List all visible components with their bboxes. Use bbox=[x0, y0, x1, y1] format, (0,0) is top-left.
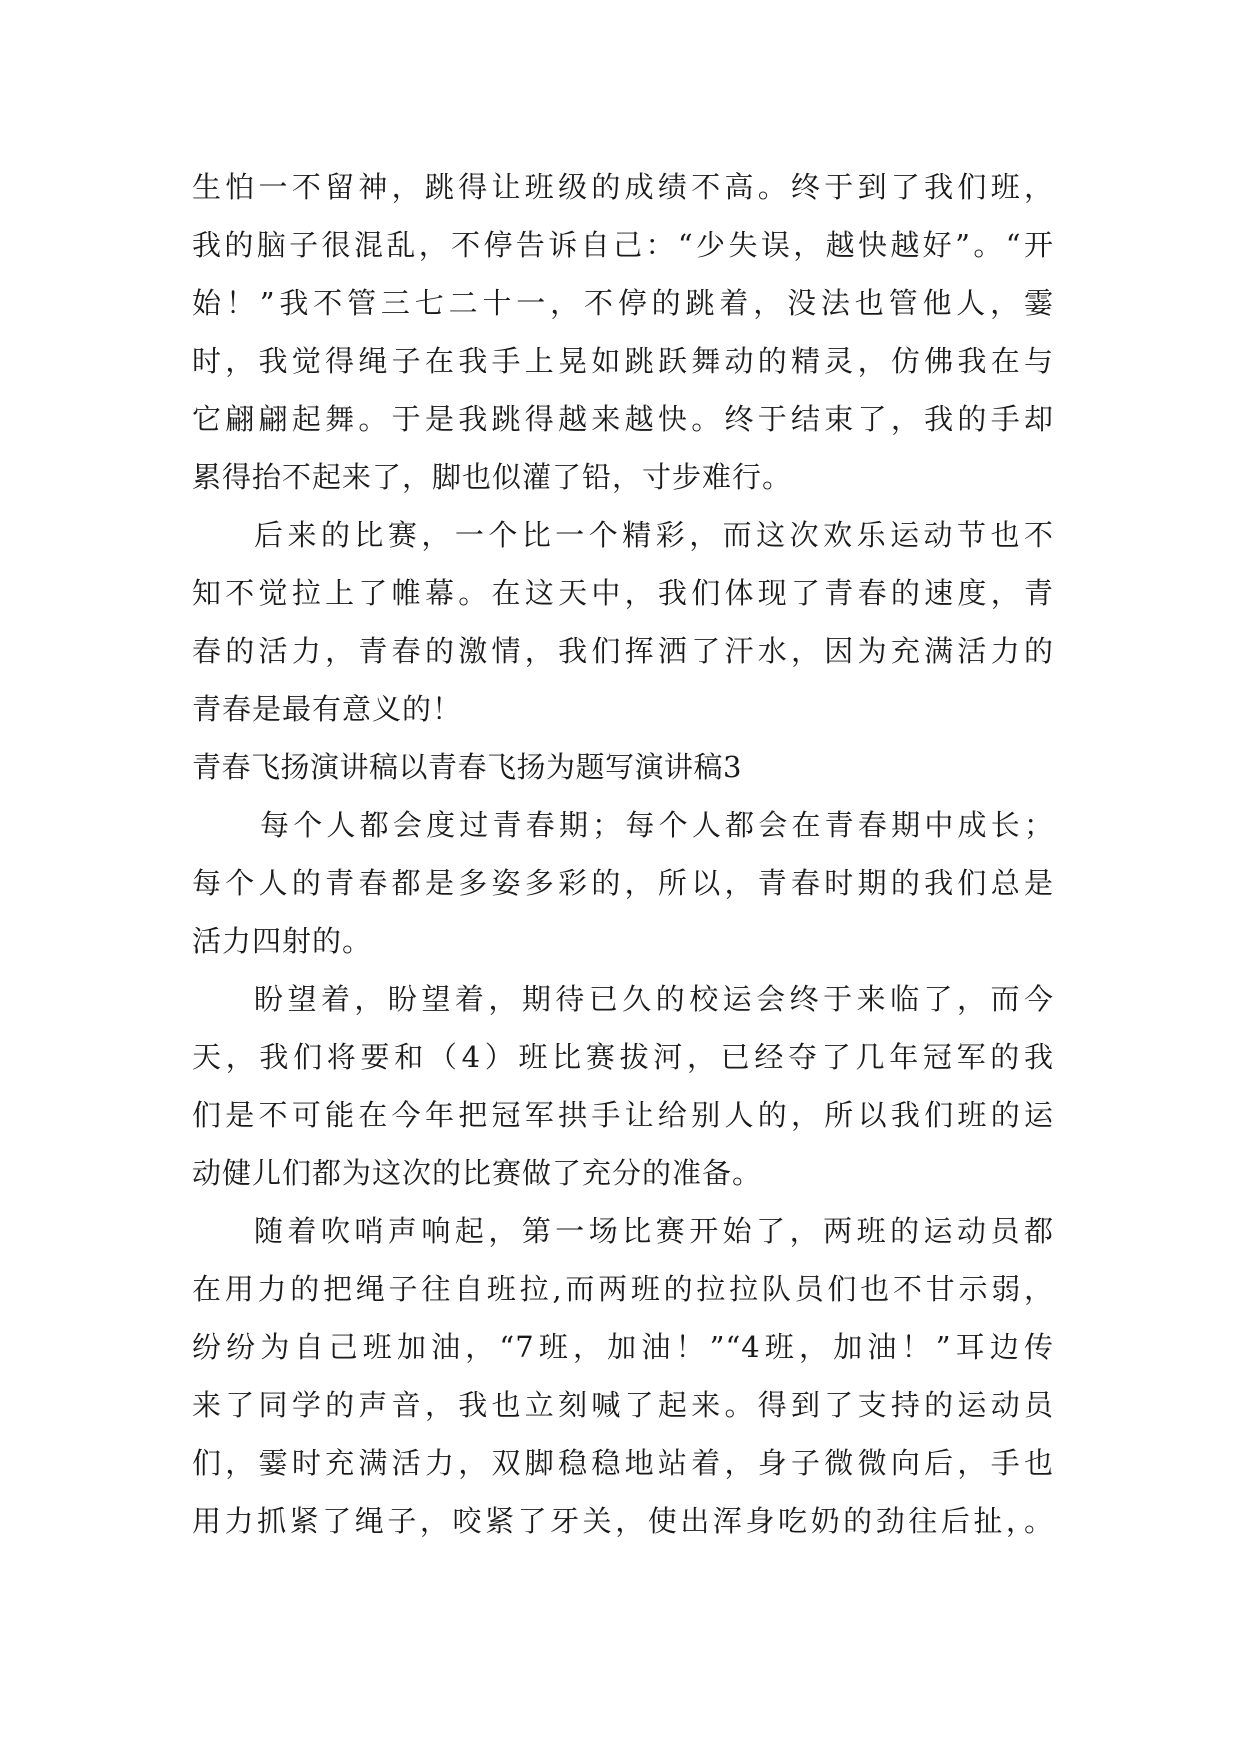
paragraph bbox=[192, 158, 1054, 506]
text-line: 们是不可能在今年把冠军拱手让给别人的，所以我们班的运 bbox=[192, 1098, 1054, 1132]
text-line: 知不觉拉上了帷幕。在这天中，我们体现了青春的速度，青 bbox=[192, 576, 1054, 610]
text-line: 后来的比赛，一个比一个精彩，而这次欢乐运动节也不 bbox=[254, 518, 1054, 552]
text-line: 纷纷为自己班加油，“7班，加油！”“4班，加油！”耳边传 bbox=[192, 1330, 1054, 1364]
text-line: 们，霎时充满活力，双脚稳稳地站着，身子微微向后，手也 bbox=[192, 1446, 1054, 1480]
text-line: 每个人的青春都是多姿多彩的，所以，青春时期的我们总是 bbox=[192, 866, 1054, 900]
text-line: 生怕一不留神，跳得让班级的成绩不高。终于到了我们班， bbox=[192, 170, 1054, 204]
text-line: 在用力的把绳子往自班拉,而两班的拉拉队员们也不甘示弱， bbox=[192, 1272, 1054, 1306]
text-line: 青春是最有意义的！ bbox=[192, 692, 463, 726]
text-line: 天，我们将要和（4）班比赛拔河，已经夺了几年冠军的我 bbox=[192, 1040, 1054, 1074]
text-line: 每个人都会度过青春期；每个人都会在青春期中成长； bbox=[260, 808, 1054, 842]
text-line: 累得抬不起来了，脚也似灌了铅，寸步难行。 bbox=[192, 460, 793, 494]
section-heading: 青春飞扬演讲稿以青春飞扬为题写演讲稿3 bbox=[192, 750, 742, 784]
text-line: 春的活力，青春的激情，我们挥洒了汗水，因为充满活力的 bbox=[192, 634, 1054, 668]
text-line: 始！”我不管三七二十一，不停的跳着，没法也管他人，霎 bbox=[192, 286, 1054, 320]
text-line: 盼望着，盼望着，期待已久的校运会终于来临了，而今 bbox=[254, 982, 1054, 1016]
paragraph bbox=[192, 796, 1054, 970]
paragraph bbox=[192, 970, 1054, 1202]
text-line: 随着吹哨声响起，第一场比赛开始了，两班的运动员都 bbox=[254, 1214, 1054, 1248]
text-line: 我的脑子很混乱，不停告诉自己：“少失误，越快越好”。“开 bbox=[192, 228, 1054, 262]
text-line: 来了同学的声音，我也立刻喊了起来。得到了支持的运动员 bbox=[192, 1388, 1054, 1422]
text-line: 动健儿们都为这次的比赛做了充分的准备。 bbox=[192, 1156, 763, 1190]
paragraph bbox=[192, 506, 1054, 738]
text-line: 活力四射的。 bbox=[192, 924, 373, 958]
document-body bbox=[192, 158, 1054, 1550]
text-line: 它翩翩起舞。于是我跳得越来越快。终于结束了，我的手却 bbox=[192, 402, 1054, 436]
text-line: 时，我觉得绳子在我手上晃如跳跃舞动的精灵，仿佛我在与 bbox=[192, 344, 1054, 378]
text-line: 用力抓紧了绳子，咬紧了牙关，使出浑身吃奶的劲往后扯，。 bbox=[192, 1504, 1054, 1538]
paragraph bbox=[192, 1202, 1054, 1550]
